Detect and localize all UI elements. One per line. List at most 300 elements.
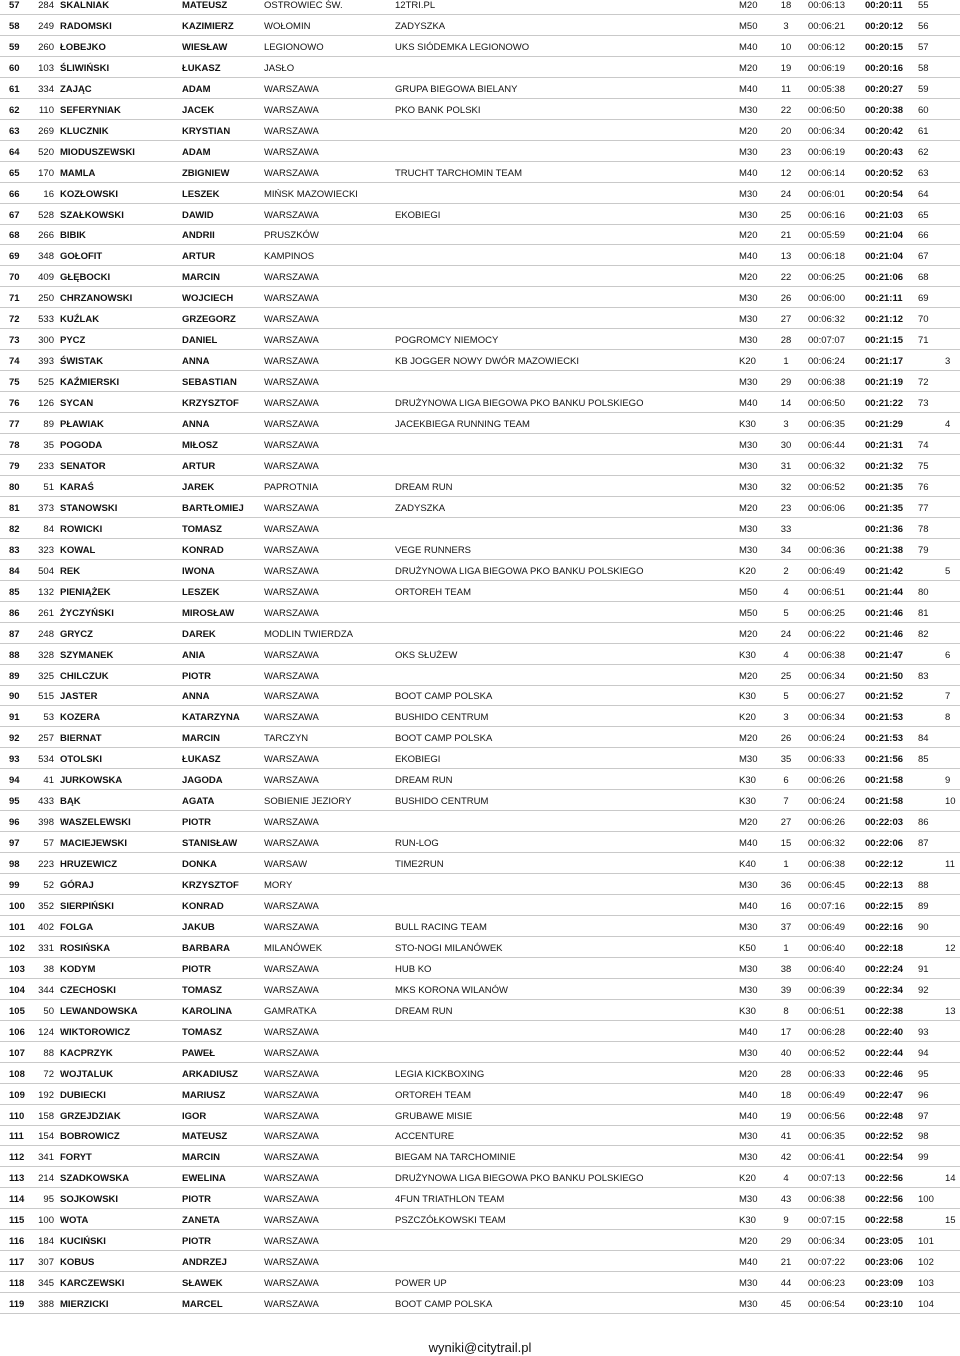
first-name-cell: BARTŁOMIEJ [182,502,244,514]
city-cell: WARSZAWA [264,167,319,179]
split-time-cell: 00:06:01 [808,188,845,200]
last-name-cell: ROWICKI [60,523,103,535]
category-cell: M20 [739,628,758,640]
table-row [0,21,960,42]
city-cell: WARSZAWA [264,670,319,682]
last-name-cell: LEWANDOWSKA [60,1005,138,1017]
last-name-cell: ŚLIWIŃSKI [60,62,110,74]
finish-time-cell: 00:20:52 [865,167,904,179]
split-time-cell: 00:06:13 [808,0,845,11]
split-time-cell: 00:07:22 [808,1257,845,1269]
last-name-cell: PŁAWIAK [60,419,104,431]
last-name-cell: RADOMSKI [60,20,112,32]
place-cell: 70 [9,272,20,284]
category-cell: M20 [739,230,758,242]
place-cell: 111 [9,1131,24,1143]
category-place-cell: 15 [780,838,792,850]
club-cell: UKS SIÓDEMKA LEGIONOWO [395,41,530,53]
first-name-cell: ŁUKASZ [182,754,221,766]
first-name-cell: IWONA [182,565,215,577]
first-name-cell: STANISŁAW [182,838,238,850]
category-cell: K30 [739,419,756,431]
last-name-cell: CHILCZUK [60,670,109,682]
last-name-cell: SENATOR [60,460,106,472]
category-cell: M40 [739,1257,758,1269]
club-cell: BUSHIDO CENTRUM [395,796,489,808]
city-cell: WARSZAWA [264,356,319,368]
first-name-cell: TOMASZ [182,1026,222,1038]
city-cell: OSTROWIEC ŚW. [264,0,343,11]
split-time-cell: 00:06:19 [808,62,845,74]
city-cell: WARSZAWA [264,125,319,137]
split-time-cell: 00:06:45 [808,880,845,892]
table-row [0,210,960,231]
finish-time-cell: 00:21:58 [865,796,904,808]
first-name-cell: KONRAD [182,900,224,912]
category-place-cell: 3 [783,712,789,724]
first-name-cell: ANDRII [182,230,215,242]
first-name-cell: TOMASZ [182,984,222,996]
place-cell: 116 [9,1236,25,1248]
place-cell: 87 [9,628,20,640]
gender-place-cell: 79 [918,544,929,556]
category-cell: M20 [739,0,758,11]
gender-place-cell: 69 [918,293,929,305]
last-name-cell: PIENIĄŻEK [60,586,111,598]
table-row [0,84,960,105]
gender-place-cell: 70 [918,314,929,326]
gender-place-cell: 61 [918,125,929,137]
category-cell: K40 [739,859,756,871]
place-cell: 90 [9,691,20,703]
category-cell: M20 [739,670,758,682]
split-time-cell: 00:07:15 [808,1215,845,1227]
last-name-cell: ŁOBEJKO [60,41,106,53]
category-place-cell: 30 [780,440,792,452]
category-cell: K30 [739,796,756,808]
table-row [0,1236,960,1257]
split-time-cell: 00:06:19 [808,146,845,158]
city-cell: WARSZAWA [264,775,319,787]
last-name-cell: KARAŚ [60,481,94,493]
place-cell: 57 [9,0,20,11]
category-place-cell: 44 [780,1278,792,1290]
bib-cell: 393 [38,356,54,368]
bib-cell: 35 [43,440,54,452]
category-place-cell: 11 [781,83,791,95]
split-time-cell: 00:06:26 [808,817,845,829]
first-name-cell: DANIEL [182,335,218,347]
club-cell: GRUPA BIEGOWA BIELANY [395,83,518,95]
place-cell: 101 [9,921,25,933]
last-name-cell: KARCZEWSKI [60,1278,125,1290]
last-name-cell: KUŹLAK [60,314,100,326]
club-cell: LEGIA KICKBOXING [395,1068,485,1080]
bib-cell: 250 [38,293,54,305]
club-cell: BOOT CAMP POLSKA [395,733,493,745]
finish-time-cell: 00:22:12 [865,859,904,871]
finish-time-cell: 00:21:22 [865,398,904,410]
category-cell: M30 [739,880,758,892]
table-row [0,1278,960,1299]
first-name-cell: ZBIGNIEW [182,167,230,179]
finish-time-cell: 00:22:48 [865,1110,904,1122]
finish-time-cell: 00:21:44 [865,586,904,598]
split-time-cell: 00:06:38 [808,1194,845,1206]
gender-place-cell: 86 [918,817,929,829]
category-place-cell: 32 [780,481,792,493]
table-row [0,964,960,985]
table-row [0,63,960,84]
gender-place-cell: 5 [945,565,951,577]
finish-time-cell: 00:23:06 [865,1257,904,1269]
finish-time-cell: 00:21:29 [865,419,904,431]
gender-place-cell: 57 [918,41,929,53]
split-time-cell: 00:06:18 [808,251,845,263]
place-cell: 78 [9,440,20,452]
city-cell: MORY [264,880,293,892]
finish-time-cell: 00:22:06 [865,838,904,850]
split-time-cell: 00:06:32 [808,838,845,850]
last-name-cell: MACIEJEWSKI [60,838,128,850]
place-cell: 110 [9,1110,25,1122]
split-time-cell: 00:06:32 [808,314,845,326]
city-cell: WARSZAWA [264,1299,319,1311]
table-row [0,524,960,545]
last-name-cell: OTOLSKI [60,754,103,766]
club-cell: ORTOREH TEAM [395,1089,472,1101]
last-name-cell: BOBROWICZ [60,1131,120,1143]
place-cell: 61 [9,83,20,95]
gender-place-cell: 59 [918,83,929,95]
category-place-cell: 40 [780,1047,792,1059]
bib-cell: 515 [38,691,54,703]
last-name-cell: POGODA [60,440,103,452]
table-row [0,1215,960,1236]
category-place-cell: 3 [783,20,789,32]
city-cell: MILANÓWEK [264,942,323,954]
bib-cell: 528 [38,209,54,221]
club-cell: EKOBIEGI [395,209,441,221]
category-place-cell: 12 [780,167,792,179]
bib-cell: 284 [38,0,54,11]
table-row [0,1111,960,1132]
last-name-cell: WASZELEWSKI [60,817,131,829]
first-name-cell: MARCEL [182,1299,223,1311]
place-cell: 82 [9,523,20,535]
split-time-cell: 00:06:25 [808,272,845,284]
finish-time-cell: 00:21:42 [865,565,904,577]
finish-time-cell: 00:21:35 [865,481,904,493]
gender-place-cell: 71 [918,335,929,347]
first-name-cell: ŁUKASZ [182,62,221,74]
gender-place-cell: 83 [918,670,929,682]
table-row [0,608,960,629]
place-cell: 113 [9,1173,25,1185]
category-place-cell: 23 [780,502,792,514]
category-place-cell: 10 [780,41,792,53]
city-cell: SOBIENIE JEZIORY [264,796,352,808]
club-cell: JACEKBIEGA RUNNING TEAM [395,419,530,431]
gender-place-cell: 82 [918,628,929,640]
table-row [0,503,960,524]
city-cell: WARSZAWA [264,460,319,472]
club-cell: VEGE RUNNERS [395,544,472,556]
finish-time-cell: 00:21:17 [865,356,904,368]
last-name-cell: SKALNIAK [60,0,110,11]
city-cell: WARSZAWA [264,293,319,305]
place-cell: 112 [9,1152,25,1164]
first-name-cell: PIOTR [182,817,212,829]
club-cell: EKOBIEGI [395,754,441,766]
split-time-cell: 00:06:35 [808,1131,845,1143]
last-name-cell: SZADKOWSKA [60,1173,130,1185]
city-cell: WARSZAWA [264,272,319,284]
last-name-cell: KODYM [60,963,96,975]
gender-place-cell: 63 [918,167,929,179]
gender-place-cell: 3 [945,356,951,368]
category-place-cell: 17 [780,1026,792,1038]
category-cell: M30 [739,440,758,452]
place-cell: 109 [9,1089,25,1101]
last-name-cell: WOJTALUK [60,1068,114,1080]
bib-cell: 261 [38,607,54,619]
gender-place-cell: 67 [918,251,929,263]
last-name-cell: DUBIECKI [60,1089,106,1101]
bib-cell: 52 [43,880,54,892]
category-cell: K30 [739,1005,756,1017]
club-cell: 12TRI.PL [395,0,436,11]
place-cell: 86 [9,607,20,619]
gender-place-cell: 65 [918,209,929,221]
table-row [0,0,960,21]
first-name-cell: BARBARA [182,942,231,954]
bib-cell: 51 [43,481,54,493]
finish-time-cell: 00:21:38 [865,544,904,556]
city-cell: WARSZAWA [264,1131,319,1143]
category-cell: M40 [739,41,758,53]
place-cell: 105 [9,1005,25,1017]
place-cell: 67 [9,209,20,221]
category-cell: M30 [739,460,758,472]
table-row [0,398,960,419]
category-cell: M20 [739,502,758,514]
bib-cell: 214 [38,1173,54,1185]
category-place-cell: 45 [780,1299,792,1311]
last-name-cell: KOZERA [60,712,101,724]
first-name-cell: DONKA [182,859,217,871]
category-cell: K20 [739,712,756,724]
city-cell: WARSZAWA [264,1215,319,1227]
bib-cell: 249 [38,20,54,32]
gender-place-cell: 64 [918,188,929,200]
last-name-cell: CHRZANOWSKI [60,293,133,305]
bib-cell: 269 [38,125,54,137]
last-name-cell: ŻYCZYŃSKI [60,607,114,619]
finish-time-cell: 00:20:15 [865,41,904,53]
gender-place-cell: 58 [918,62,929,74]
gender-place-cell: 6 [945,649,951,661]
first-name-cell: KAROLINA [182,1005,233,1017]
category-place-cell: 14 [780,398,792,410]
bib-cell: 53 [43,712,54,724]
table-row [0,712,960,733]
table-row [0,168,960,189]
first-name-cell: PIOTR [182,1194,212,1206]
gender-place-cell: 88 [918,880,929,892]
place-cell: 76 [9,398,20,410]
bib-cell: 328 [38,649,54,661]
place-cell: 94 [9,775,20,787]
city-cell: WOŁOMIN [264,20,311,32]
category-cell: M30 [739,314,758,326]
table-row [0,42,960,63]
last-name-cell: FOLGA [60,921,94,933]
bib-cell: 534 [38,754,54,766]
table-row [0,189,960,210]
first-name-cell: ARTUR [182,460,216,472]
split-time-cell: 00:07:13 [808,1173,845,1185]
table-row [0,838,960,859]
place-cell: 89 [9,670,20,682]
table-row [0,796,960,817]
city-cell: MODLIN TWIERDZA [264,628,354,640]
category-place-cell: 22 [780,272,792,284]
finish-time-cell: 00:20:43 [865,146,904,158]
gender-place-cell: 9 [945,775,951,787]
category-cell: M30 [739,104,758,116]
first-name-cell: WOJCIECH [182,293,234,305]
finish-time-cell: 00:21:47 [865,649,904,661]
category-cell: M30 [739,963,758,975]
category-place-cell: 8 [783,1005,789,1017]
gender-place-cell: 60 [918,104,929,116]
category-cell: M30 [739,754,758,766]
category-cell: M40 [739,83,758,95]
last-name-cell: BĄK [60,796,81,808]
first-name-cell: JAGODA [182,775,223,787]
bib-cell: 525 [38,377,54,389]
bib-cell: 100 [38,1215,54,1227]
city-cell: LEGIONOWO [264,41,324,53]
city-cell: KAMPINOS [264,251,315,263]
first-name-cell: AGATA [182,796,215,808]
category-cell: K20 [739,356,756,368]
split-time-cell: 00:06:00 [808,293,845,305]
first-name-cell: PIOTR [182,670,212,682]
gender-place-cell: 100 [918,1194,934,1206]
last-name-cell: ZAJĄC [60,83,92,95]
last-name-cell: KOWAL [60,544,96,556]
first-name-cell: MIROSŁAW [182,607,235,619]
split-time-cell: 00:06:51 [808,1005,845,1017]
gender-place-cell: 75 [918,460,929,472]
gender-place-cell: 68 [918,272,929,284]
footer-email[interactable]: wyniki@citytrail.pl [428,1340,532,1355]
bib-cell: 388 [38,1299,54,1311]
finish-time-cell: 00:22:40 [865,1026,904,1038]
category-place-cell: 28 [780,1068,792,1080]
category-place-cell: 28 [780,335,792,347]
table-row [0,922,960,943]
split-time-cell: 00:06:41 [808,1152,845,1164]
table-row [0,985,960,1006]
bib-cell: 433 [38,796,54,808]
gender-place-cell: 93 [918,1026,929,1038]
city-cell: WARSZAWA [264,523,319,535]
category-cell: M40 [739,167,758,179]
category-place-cell: 35 [780,754,792,766]
place-cell: 108 [9,1068,25,1080]
split-time-cell: 00:06:54 [808,1299,845,1311]
finish-time-cell: 00:20:42 [865,125,904,137]
club-cell: MKS KORONA WILANÓW [395,984,508,996]
bib-cell: 373 [38,502,54,514]
category-cell: M40 [739,1026,758,1038]
place-cell: 103 [9,963,25,975]
table-row [0,1194,960,1215]
category-place-cell: 24 [780,188,792,200]
club-cell: DRUŻYNOWA LIGA BIEGOWA PKO BANKU POLSKIEGO [395,565,644,577]
first-name-cell: DAREK [182,628,216,640]
category-cell: M40 [739,398,758,410]
city-cell: TARCZYN [264,733,309,745]
last-name-cell: KOZŁOWSKI [60,188,119,200]
split-time-cell: 00:06:44 [808,440,845,452]
club-cell: PSZCZÓŁKOWSKI TEAM [395,1215,506,1227]
last-name-cell: BIERNAT [60,733,102,745]
last-name-cell: SOJKOWSKI [60,1194,119,1206]
bib-cell: 325 [38,670,54,682]
split-time-cell: 00:06:50 [808,104,845,116]
category-cell: M20 [739,62,758,74]
category-cell: M40 [739,1089,758,1101]
category-cell: M50 [739,586,758,598]
bib-cell: 223 [38,859,54,871]
bib-cell: 110 [38,104,54,116]
gender-place-cell: 95 [918,1068,929,1080]
place-cell: 58 [9,20,20,32]
finish-time-cell: 00:22:13 [865,880,904,892]
gender-place-cell: 101 [918,1236,934,1248]
table-row [0,377,960,398]
last-name-cell: MIERZICKI [60,1299,109,1311]
place-cell: 68 [9,230,20,242]
category-cell: K30 [739,649,756,661]
city-cell: WARSZAWA [264,314,319,326]
category-cell: M30 [739,1278,758,1290]
place-cell: 72 [9,314,20,326]
first-name-cell: MATEUSZ [182,0,228,11]
split-time-cell: 00:06:24 [808,356,845,368]
last-name-cell: KAŹMIERSKI [60,377,120,389]
gender-place-cell: 56 [918,20,929,32]
finish-time-cell: 00:21:53 [865,712,904,724]
table-row [0,356,960,377]
first-name-cell: MARCIN [182,272,220,284]
split-time-cell: 00:06:16 [808,209,845,221]
category-place-cell: 37 [780,921,792,933]
gender-place-cell: 72 [918,377,929,389]
finish-time-cell: 00:21:15 [865,335,904,347]
last-name-cell: JASTER [60,691,98,703]
category-place-cell: 22 [780,104,792,116]
category-cell: M30 [739,544,758,556]
place-cell: 117 [9,1257,25,1269]
category-cell: M20 [739,1236,758,1248]
city-cell: WARSZAWA [264,817,319,829]
last-name-cell: SZAŁKOWSKI [60,209,124,221]
